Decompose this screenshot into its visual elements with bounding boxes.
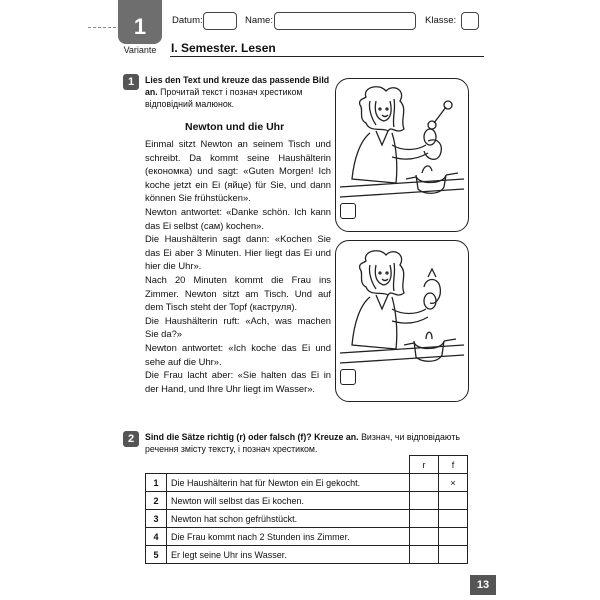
- table-header-row: [146, 456, 468, 474]
- variant-tab: [118, 0, 162, 44]
- table-row: [146, 528, 468, 546]
- task-1-instruction-de: Lies den Text und kreuze das passende Bild an.: [145, 75, 330, 97]
- story-paragraph: Einmal sitzt Newton an seinem Tisch und schreibt. Da kommt seine Haushälterin (економка) und sagt: «Guten Morgen! Ich koche jetzt ein Ei (яйце) für Sie, und dann können Sie frühstücken».: [145, 138, 331, 204]
- true-false-table: [145, 455, 468, 564]
- row-number: 2: [146, 492, 167, 510]
- row-r-cell[interactable]: [410, 510, 439, 528]
- page-number: 13: [470, 575, 496, 595]
- row-number: 3: [146, 510, 167, 528]
- section-divider: [170, 56, 484, 57]
- picture-1-checkbox[interactable]: [340, 203, 356, 219]
- story-paragraph: Nach 20 Minuten kommt die Frau ins Zimmer. Newton sitzt am Tisch. Und auf dem Tisch steht der Topf (каструля).: [145, 273, 331, 313]
- cut-line: [88, 27, 116, 28]
- picture-2-checkbox[interactable]: [340, 369, 356, 385]
- row-f-cell[interactable]: [439, 492, 468, 510]
- task-2-number: 2: [123, 431, 139, 447]
- row-r-cell[interactable]: [410, 528, 439, 546]
- klasse-label: Klasse:: [425, 15, 457, 26]
- row-number: 4: [146, 528, 167, 546]
- row-number: 1: [146, 474, 167, 492]
- story-title: Newton und die Uhr: [185, 121, 285, 133]
- picture-1-frame: [335, 78, 469, 232]
- task-1-instruction-uk: Прочитай текст і познач хрестиком відповідний малюнок.: [145, 87, 303, 109]
- table-row: [146, 546, 468, 564]
- row-r-cell[interactable]: [410, 546, 439, 564]
- row-r-cell[interactable]: [410, 492, 439, 510]
- section-title: I. Semester. Lesen: [171, 41, 276, 55]
- story-paragraph: Die Frau lacht aber: «Sie halten das Ei in der Hand, und Ihre Uhr liegt im Wasser».: [145, 369, 331, 394]
- row-f-cell[interactable]: [439, 546, 468, 564]
- row-f-cell[interactable]: [439, 510, 468, 528]
- row-statement: Die Haushälterin hat für Newton ein Ei gekocht.: [167, 474, 410, 492]
- task-2-instruction-uk: Визнач, чи відповідають речення змісту тексту, і познач хрестиком.: [145, 432, 460, 454]
- datum-label: Datum:: [172, 15, 203, 26]
- klasse-field[interactable]: [461, 12, 479, 30]
- row-statement: Newton will selbst das Ei kochen.: [167, 492, 410, 510]
- row-statement: Er legt seine Uhr ins Wasser.: [167, 546, 410, 564]
- table-row: [146, 492, 468, 510]
- story-paragraph: Die Haushälterin sagt dann: «Kochen Sie das Ei aber 3 Minuten. Hier liegt das Ei und hier die Uhr».: [145, 233, 331, 272]
- task-2-instruction-de: Sind die Sätze richtig (r) oder falsch (f)? Kreuze an.: [145, 432, 359, 442]
- row-statement: Die Frau kommt nach 2 Stunden ins Zimmer.: [167, 528, 410, 546]
- story-paragraph: Newton antwortet: «Ich koche das Ei und sehe auf die Uhr».: [145, 341, 331, 367]
- variant-label: Variante: [123, 45, 157, 55]
- name-field[interactable]: [274, 12, 416, 30]
- task-1-instruction: [145, 74, 335, 110]
- datum-field[interactable]: [203, 12, 237, 30]
- task-1-number: 1: [123, 74, 139, 90]
- column-r-header: r: [410, 456, 439, 474]
- row-r-cell[interactable]: [410, 474, 439, 492]
- row-f-cell[interactable]: [439, 528, 468, 546]
- row-statement: Newton hat schon gefrühstückt.: [167, 510, 410, 528]
- column-f-header: f: [439, 456, 468, 474]
- task-2-instruction: [145, 431, 475, 455]
- picture-2-frame: [335, 240, 469, 402]
- story-paragraph: Newton antwortet: «Danke schön. Ich kann das Ei selbst (сам) kochen».: [145, 205, 331, 231]
- story-text: [145, 137, 331, 395]
- variant-number: 1: [133, 14, 147, 39]
- table-row: [146, 510, 468, 528]
- row-f-cell[interactable]: ×: [439, 474, 468, 492]
- story-paragraph: Die Haushälterin ruft: «Ach, was machen Sie da?»: [145, 314, 331, 340]
- name-label: Name:: [245, 15, 273, 26]
- row-number: 5: [146, 546, 167, 564]
- table-row: [146, 474, 468, 492]
